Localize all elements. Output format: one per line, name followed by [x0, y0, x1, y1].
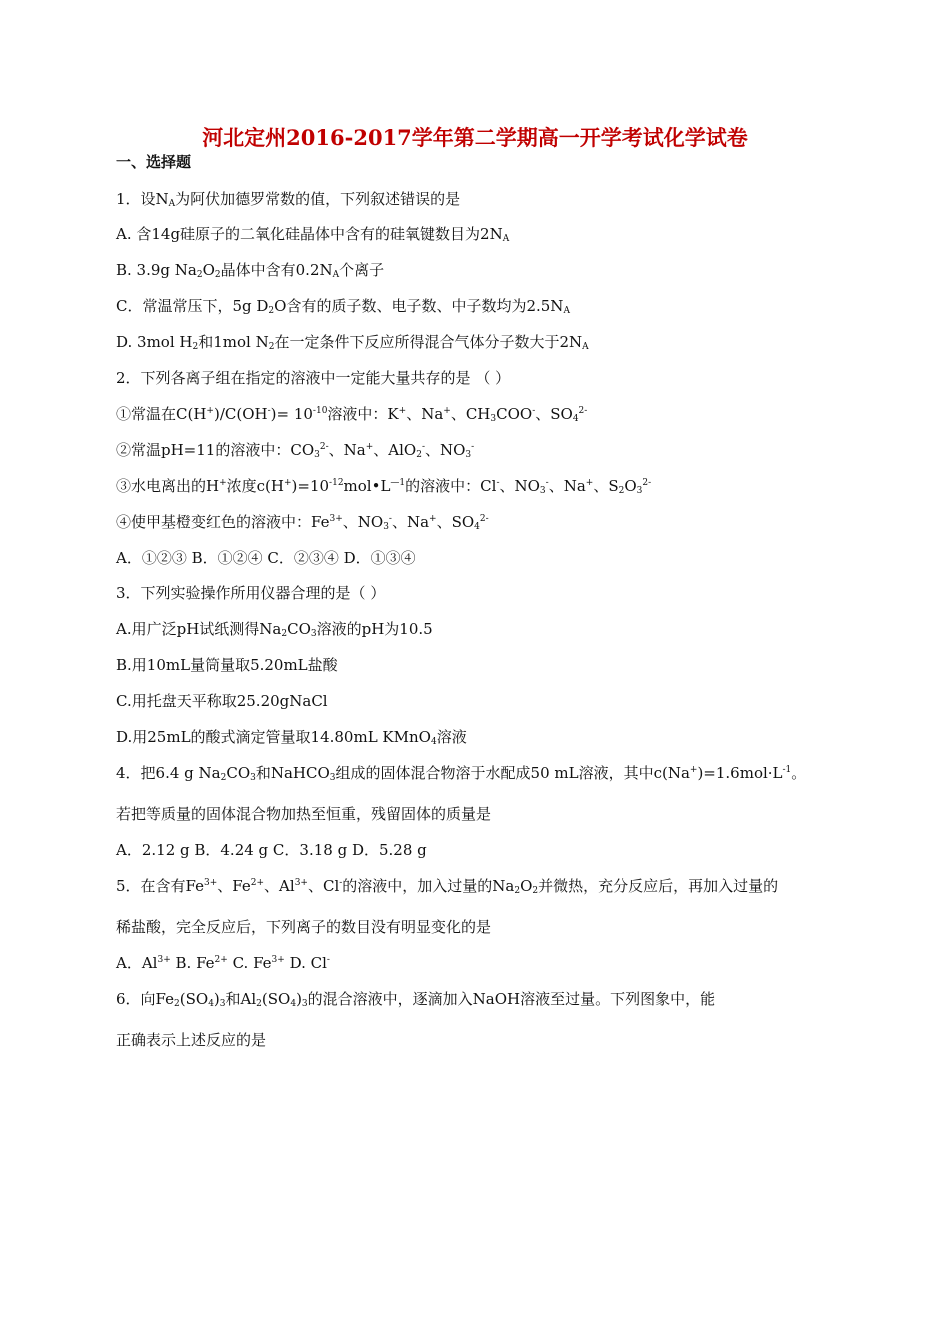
q2-stem: 2．下列各离子组在指定的溶液中一定能大量共存的是 （ ）: [116, 369, 511, 387]
q2-item-1: ①常温在$C(H^+)/C(OH^-)= 10^{-10}$溶液中：K+、Na+、$CH_3COO^-$、$SO_4^{2-}$: [116, 405, 588, 424]
q1-option-d: D. 3mol $H_2$和1mol $N_2$在一定条件下反应所得混合气体分子数大于$2N_A$: [116, 333, 589, 352]
q5-options: A．$Al^{3+}$ B. $Fe^{2+}$ C. $Fe^{3+}$ D. Cl-: [116, 954, 330, 972]
q1-stem: 1．设$N_A$为阿伏加德罗常数的值，下列叙述错误的是: [116, 190, 461, 209]
q3-option-b: B.用10mL量筒量取5.20mL盐酸: [116, 656, 338, 674]
q3-option-c: C.用托盘天平称取25.20gNaCl: [116, 692, 328, 710]
q4-options: A．2.12 g B．4.24 g C．3.18 g D．5.28 g: [116, 841, 427, 859]
q5-stem-line2: 稀盐酸，完全反应后，下列离子的数目没有明显变化的是: [116, 918, 492, 936]
exam-title: 河北定州2016-2017学年第二学期高一开学考试化学试卷: [202, 125, 748, 150]
q2-options: A．①②③ B．①②④ C．②③④ D．①③④: [116, 549, 416, 567]
q1-option-a: A. 含14g硅原子的二氧化硅晶体中含有的硅氧键数目为$2N_A$: [116, 225, 510, 244]
q2-item-3: ③水电离出的H+浓度$c(H^+)=10^{-12}mol•L^{—1}$的溶液中：Cl-、$NO_3^-$、Na+、$S_2O_3^{2-}$: [116, 477, 652, 496]
q1-option-c: C．常温常压下，5g $D_2O$含有的质子数、电子数、中子数均为$2.5N_A$: [116, 297, 570, 316]
q4-stem-line2: 若把等质量的固体混合物加热至恒重，残留固体的质量是: [116, 805, 492, 823]
q3-stem: 3．下列实验操作所用仪器合理的是（ ）: [116, 584, 386, 602]
q2-item-2: ②常温pH=11的溶液中：$CO_3^{2-}$、Na+、AlO$_2$-、$NO_3^-$: [116, 441, 475, 460]
section-heading: 一、选择题: [116, 153, 192, 171]
q3-option-a: A.用广泛pH试纸测得$Na_2CO_3$溶液的pH为10.5: [116, 620, 433, 639]
q6-stem-line1: 6．向$Fe_2(SO_4)_3$和$Al_2(SO_4)_3$的混合溶液中，逐滴加入NaOH溶液至过量。下列图象中，能: [116, 990, 716, 1009]
q6-stem-line2: 正确表示上述反应的是: [116, 1031, 267, 1049]
q5-stem-line1: 5．在含有$Fe^{3+}$、$Fe^{2+}$、$Al^{3+}$、Cl-的溶液中，加入过量的$Na_2O_2$并微热，充分反应后，再加入过量的: [116, 877, 779, 896]
q3-option-d: D.用25mL的酸式滴定管量取14.80mL KMnO$_4$溶液: [116, 728, 467, 747]
q4-stem-line1: 4．把6.4 g $Na_2CO_3$和NaHCO$_3$组成的固体混合物溶于水配成50 mL溶液，其中$c(Na^+)=1.6mol\cdot L^{-1}$。: [116, 764, 807, 783]
q1-option-b: B. 3.9g $Na_2O_2$晶体中含有$0.2N_A$个离子: [116, 261, 385, 280]
q2-item-4: ④使甲基橙变红色的溶液中：$Fe^{3+}$、$NO_3^-$、Na+、$SO_4^{2-}$: [116, 513, 489, 532]
